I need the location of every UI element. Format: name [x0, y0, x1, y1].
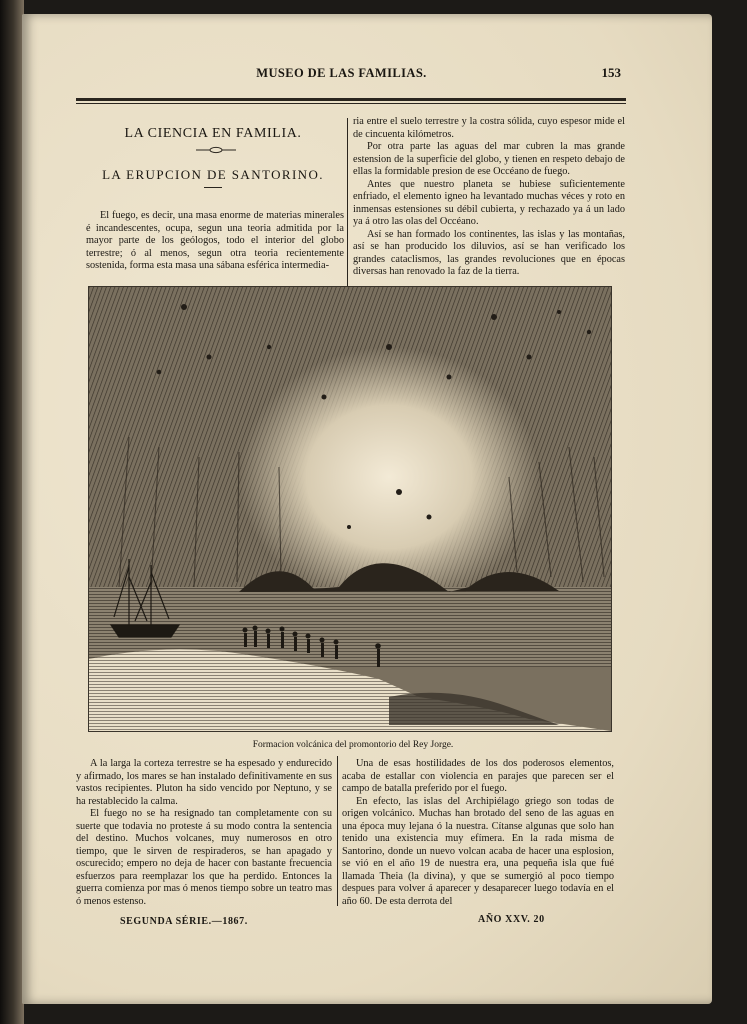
- paragraph: Antes que nuestro planeta se hubiese suficientemente enfriado, el elemento igneo ha levantado muchas véces y roto en inmensas estensiones su débil cubierta, y rechazado ya á un lado ya á otro las olas del Occéano.: [353, 178, 625, 227]
- paragraph: Así se han formado los continentes, las islas y las montañas, así se han producido los diluvios, así se han verificado los grandes cataclismos, las grandes revoluciones que en épocas diversas han renovado la faz de la tierra.: [353, 228, 625, 277]
- column-right-top: [353, 116, 625, 279]
- footer-year: AÑO XXV. 20: [478, 914, 545, 925]
- engraving-caption: Formacion volcánica del promontorio del Rey Jorge.: [252, 740, 454, 750]
- header-rule-thick: [76, 98, 626, 101]
- volcanic-eruption-engraving: [88, 286, 612, 732]
- column-left-top: [86, 210, 344, 273]
- paragraph: Por otra parte las aguas del mar cubren la mas grande estension de la superficie del globo, y tienen en respeto debajo de ellas la formidable presion de ese Occéano de fuego.: [353, 141, 625, 177]
- column-right-bottom: [342, 758, 614, 908]
- column-separator-top: [347, 118, 348, 286]
- engraving-illustration: [89, 287, 611, 731]
- page-number: 153: [601, 65, 621, 80]
- paragraph: A la larga la corteza terrestre se ha espesado y endurecido y afirmado, los mares se han instalado definitivamente en sus vastos recipientes. Pluton ha sido vencido por Neptuno, y se ha restablecido la calma.: [76, 758, 332, 807]
- footer-series: SEGUNDA SÉRIE.—1867.: [120, 916, 248, 927]
- title-dash: [204, 187, 222, 188]
- paragraph: Una de esas hostilidades de los dos poderosos elementos, acaba de estallar con violencia en parajes que parecen ser el campo de batalla preferido por el fuego.: [342, 758, 614, 794]
- header-rule-thin: [76, 103, 626, 104]
- journal-title: MUSEO DE LAS FAMILIAS.: [256, 66, 427, 80]
- ornament-divider: [196, 146, 236, 154]
- paragraph: El fuego no se ha resignado tan completamente con su suerte que todavia no proteste á su modo contra la sentencia del destino. Muchos volcanes, muy numerosos en otro tiempo, que le sirven de respiraderos, se han apagado y oscurecido; empero no deja de hacer con bastante frecuencia esfuerzos para reemplazar los que ha perdido. Entonces la guerra comienza por mas ó menos tiempo sobre un teatro mas ó menos estenso.: [76, 808, 332, 907]
- section-title: LA CIENCIA EN FAMILIA.: [124, 126, 302, 141]
- paragraph: En efecto, las islas del Archipiélago griego son todas de origen volcánico. Muchas han brotado del seno de las aguas en una época muy lejana ó la nuestra. Cítanse algunas que solo han tenido una existencia muy efímera. En la rada misma de Santorino, donde un nuevo volcan acaba de hacer una esplosion, se vió en el año 19 de nuestra era, una pequeña isla que fué llamada Theia (la divina), y que se sumergió al poco tiempo despues para volver á aparecer y desaparecer luego todavía en el año 60. De esta derrota del: [342, 795, 614, 907]
- running-header: [54, 64, 629, 86]
- column-separator-bottom: [337, 756, 338, 906]
- paragraph: ria entre el suelo terrestre y la costra sólida, cuyo espesor mide el de cincuenta kilómetros.: [353, 116, 625, 140]
- column-left-bottom: [76, 758, 332, 908]
- article-title: LA ERUPCION DE SANTORINO.: [102, 167, 324, 182]
- paragraph: El fuego, es decir, una masa enorme de materias minerales é incandescentes, ocupa, segun una teoria admitida por la mayor parte de los geólogos, todo el interior del globo terrestre; ó al menos, segun otra teoria recientemente sostenida, forma esta masa una sábana esférica intermedia-: [86, 210, 344, 271]
- book-spine: [0, 0, 24, 1024]
